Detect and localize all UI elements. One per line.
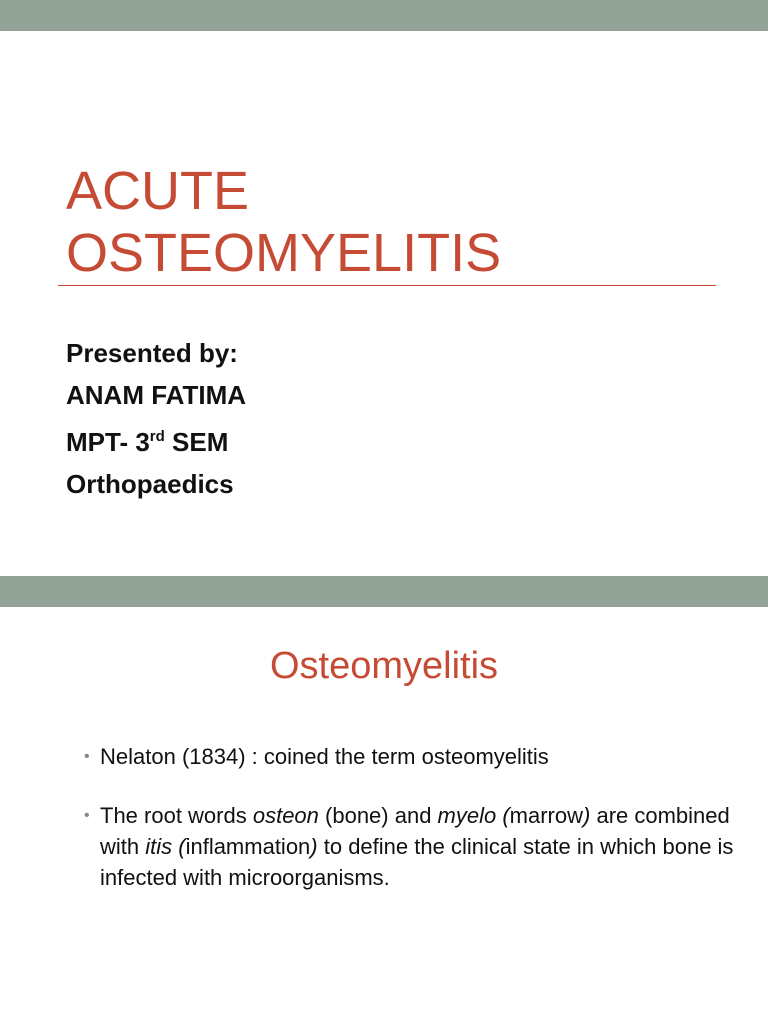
bullet-2-text-6: to define the clinical state in which bone is infected with microorganisms. bbox=[100, 834, 734, 890]
bullet-2-osteon: osteon bbox=[252, 803, 319, 828]
bullet-1-text: Nelaton (1834) : coined the term osteomyelitis bbox=[100, 744, 549, 769]
slide-title bbox=[66, 160, 501, 284]
presented-by-label: Presented by: bbox=[66, 338, 238, 368]
title-line-2: OSTEOMYELITIS bbox=[66, 223, 502, 283]
bullet-2-myelo: myelo ( bbox=[437, 803, 510, 828]
bullet-item-2 bbox=[100, 800, 740, 893]
course-line bbox=[66, 416, 246, 463]
bullet-2-text-4: are combined with bbox=[100, 803, 730, 859]
top-header-band bbox=[0, 0, 768, 31]
title-line-1: ACUTE bbox=[66, 161, 250, 221]
bullet-2-text-2: (bone) and bbox=[318, 803, 438, 828]
bullet-2-text-5: inflammation bbox=[185, 834, 311, 859]
presenter-name: ANAM FATIMA bbox=[66, 380, 247, 410]
presenter-block bbox=[66, 332, 246, 505]
bullet-item-1 bbox=[100, 741, 740, 772]
slide2-title: Osteomyelitis bbox=[269, 645, 499, 687]
bullet-list bbox=[100, 741, 740, 921]
slide-divider-band bbox=[0, 576, 768, 607]
department-label: Orthopaedics bbox=[66, 469, 234, 499]
course-prefix: MPT- 3 bbox=[66, 427, 150, 457]
bullet-2-itis: itis ( bbox=[145, 834, 186, 859]
bullet-2-paren-1: ) bbox=[583, 803, 591, 828]
course-ordinal: rd bbox=[149, 428, 165, 445]
bullet-2-text-1: The root words bbox=[100, 803, 253, 828]
course-suffix: SEM bbox=[164, 427, 229, 457]
bullet-2-text-3: marrow bbox=[509, 803, 584, 828]
title-underline bbox=[58, 285, 716, 286]
bullet-2-paren-2: ) bbox=[310, 834, 318, 859]
